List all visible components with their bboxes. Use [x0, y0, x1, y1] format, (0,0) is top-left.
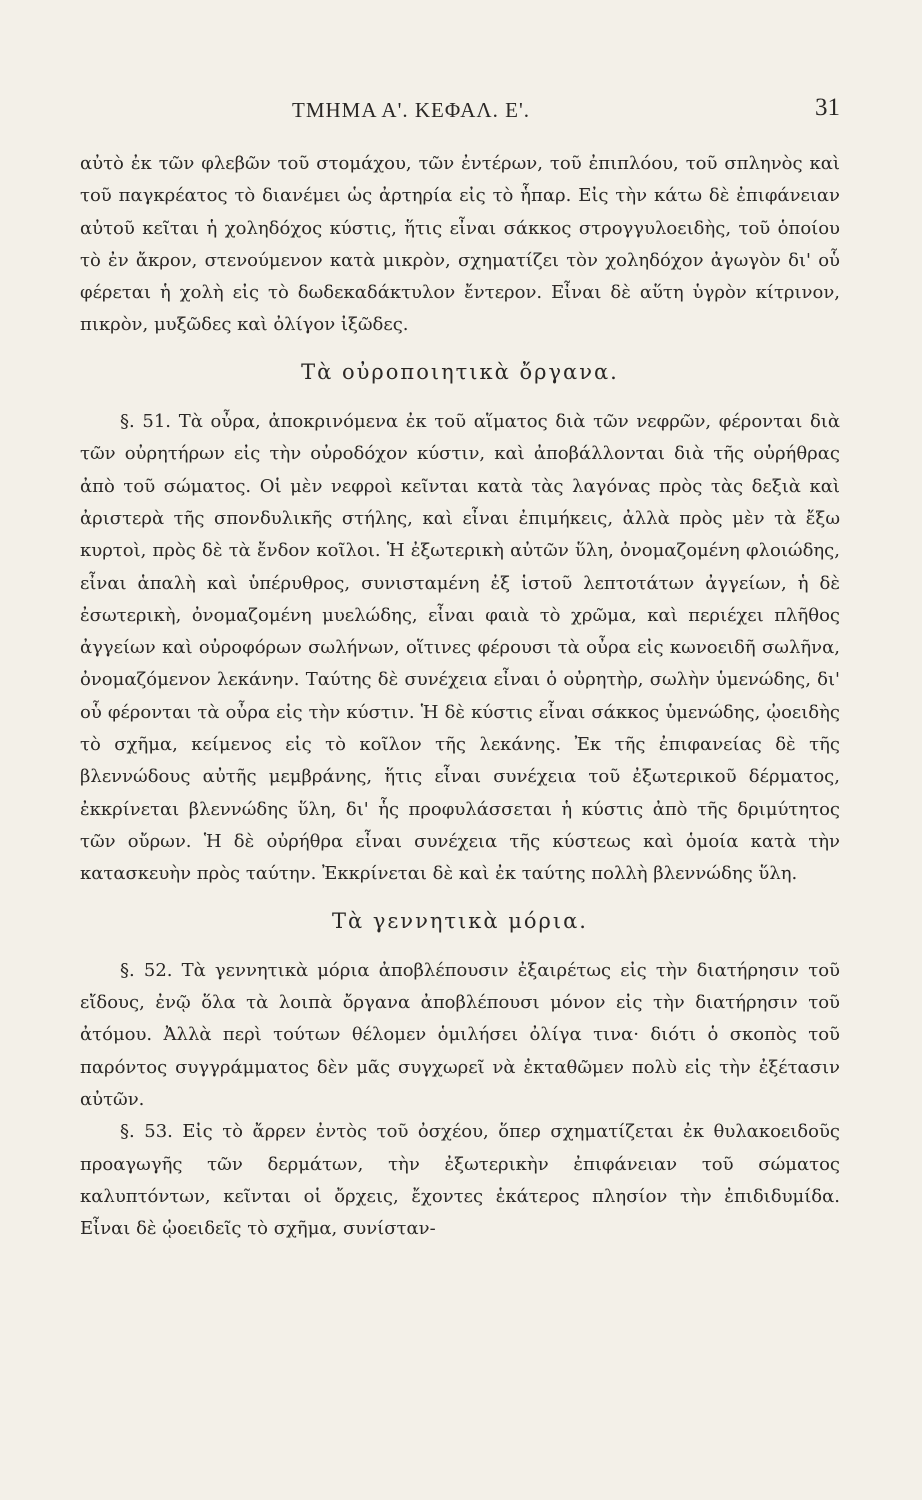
page-number: 31 [815, 94, 840, 121]
section-title-genital: Τὰ γεννητικὰ μόρια. [332, 908, 588, 933]
paragraph-continuation: αὐτὸ ἐκ τῶν φλεβῶν τοῦ στομάχου, τῶν ἐντέρων, τοῦ ἐπιπλόου, τοῦ σπληνὸς καὶ τοῦ παγκρέατος τὸ διανέμει ὡς ἀρτηρία εἰς τὸ ἧπαρ. Εἰς τὴν κάτω δὲ ἐπιφάνειαν αὐτοῦ κεῖται ἡ χοληδόχος κύστις, ἥτις εἶναι σάκκος στρογγυλοειδὴς, τοῦ ὁποίου τὸ ἐν ἄκρον, στενούμενον κατὰ μικρὸν, σχηματίζει τὸν χοληδόχον ἀγωγὸν δι' οὗ φέρεται ἡ χολὴ εἰς τὸ δωδεκαδάκτυλον ἔντερον. Εἶναι δὲ αὕτη ὑγρὸν κίτρινον, πικρὸν, μυξῶδες καὶ ὀλίγον ἰξῶδες. [80, 153, 840, 336]
body-text [80, 148, 840, 1246]
paragraph-53: §. 53. Εἰς τὸ ἄρρεν ἐντὸς τοῦ ὀσχέου, ὅπερ σχηματίζεται ἐκ θυλακοειδοῦς προαγωγῆς τῶν δερμάτων, τὴν ἐξωτερικὴν ἐπιφάνειαν τοῦ σώματος καλυπτόντων, κεῖνται οἱ ὄρχεις, ἔχοντες ἑκάτερος πλησίον τὴν ἐπιδιδυμίδα. Εἶναι δὲ ᾠοειδεῖς τὸ σχῆμα, συνίσταν- [80, 1121, 840, 1240]
paragraph-52: §. 52. Τὰ γεννητικὰ μόρια ἀποβλέπουσιν ἐξαιρέτως εἰς τὴν διατήρησιν τοῦ εἴδους, ἐνῷ ὅλα τὰ λοιπὰ ὄργανα ἀποβλέπουσι μόνον εἰς τὴν διατήρησιν τοῦ ἀτόμου. Ἀλλὰ περὶ τούτων θέλομεν ὁμιλήσει ὀλίγα τινα· διότι ὁ σκοπὸς τοῦ παρόντος συγγράμματος δὲν μᾶς συγχωρεῖ νὰ ἐκταθῶμεν πολὺ εἰς τὴν ἐξέτασιν αὐτῶν. [80, 959, 840, 1111]
paragraph-51: §. 51. Τὰ οὖρα, ἀποκρινόμενα ἐκ τοῦ αἵματος διὰ τῶν νεφρῶν, φέρονται διὰ τῶν οὐρητήρων εἰς τὴν οὐροδόχον κύστιν, καὶ ἀποβάλλονται διὰ τῆς οὐρήθρας ἀπὸ τοῦ σώματος. Οἱ μὲν νεφροὶ κεῖνται κατὰ τὰς λαγόνας πρὸς τὰς δεξιὰ καὶ ἀριστερὰ τῆς σπονδυλικῆς στήλης, καὶ εἶναι ἐπιμήκεις, ἀλλὰ πρὸς μὲν τὰ ἔξω κυρτοὶ, πρὸς δὲ τὰ ἔνδον κοῖλοι. Ἡ ἐξωτερικὴ αὐτῶν ὕλη, ὀνομαζομένη φλοιώδης, εἶναι ἁπαλὴ καὶ ὑπέρυθρος, συνισταμένη ἐξ ἱστοῦ λεπτοτάτων ἀγγείων, ἡ δὲ ἐσωτερικὴ, ὀνομαζομένη μυελώδης, εἶναι φαιὰ τὸ χρῶμα, καὶ περιέχει πλῆθος ἀγγείων καὶ οὐροφόρων σωλήνων, οἵτινες φέρουσι τὰ οὖρα εἰς κωνοειδῆ σωλῆνα, ὀνομαζόμενον λεκάνην. Ταύτης δὲ συνέχεια εἶναι ὁ οὐρητὴρ, σωλὴν ὑμενώδης, δι' οὗ φέρονται τὰ οὖρα εἰς τὴν κύστιν. Ἡ δὲ κύστις εἶναι σάκκος ὑμενώδης, ᾠοειδὴς τὸ σχῆμα, κείμενος εἰς τὸ κοῖλον τῆς λεκάνης. Ἐκ τῆς ἐπιφανείας δὲ τῆς βλεννώδους αὐτῆς μεμβράνης, ἥτις εἶναι συνέχεια τοῦ ἐξωτερικοῦ δέρματος, ἐκκρίνεται βλεννώδης ὕλη, δι' ἧς προφυλάσσεται ἡ κύστις ἀπὸ τῆς δριμύτητος τῶν οὔρων. Ἡ δὲ οὐρήθρα εἶναι συνέχεια τῆς κύστεως καὶ ὁμοία κατὰ τὴν κατασκευὴν πρὸς ταύτην. Ἐκκρίνεται δὲ καὶ ἐκ ταύτης πολλὴ βλεννώδης ὕλη. [80, 411, 840, 885]
running-title: ΤΜΗΜΑ Α'. ΚΕΦΑΛ. Ε'. [292, 98, 530, 122]
section-title-urinary: Τὰ οὐροποιητικὰ ὄργανα. [301, 359, 619, 384]
page-header [80, 94, 840, 138]
